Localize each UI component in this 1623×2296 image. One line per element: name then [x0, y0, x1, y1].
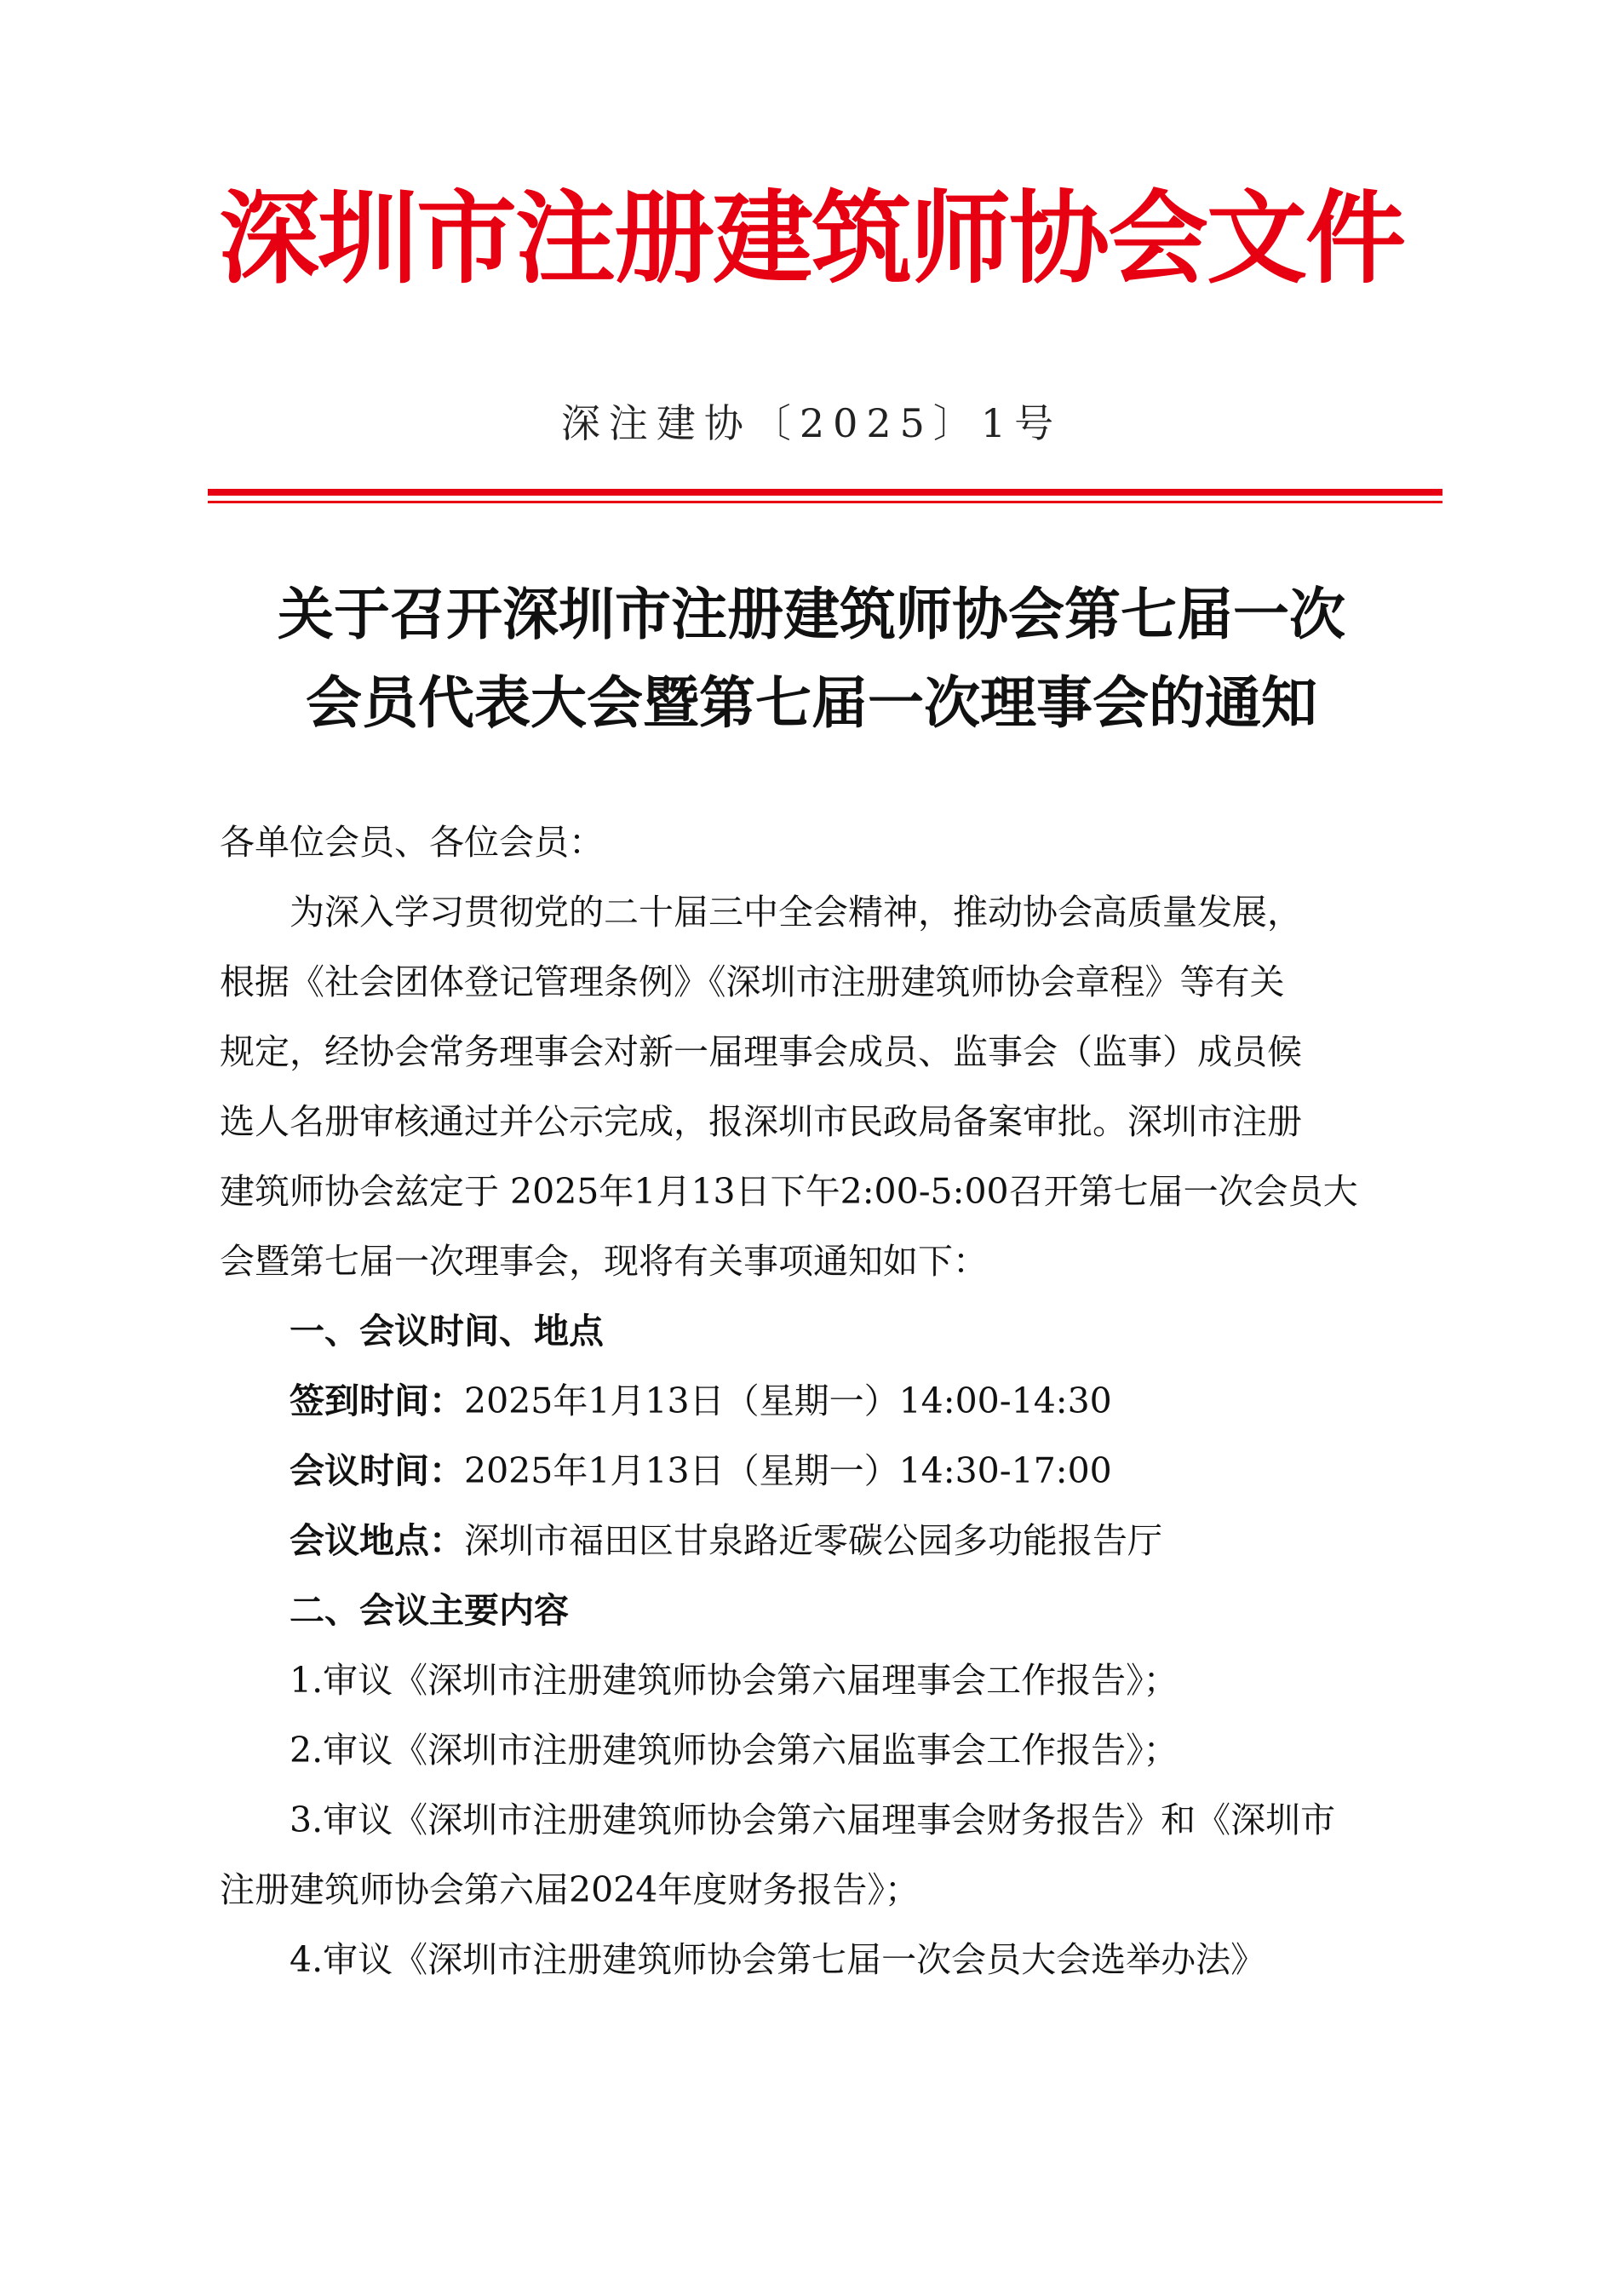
intro-line-1: 为深入学习贯彻党的二十届三中全会精神，推动协会高质量发展，: [290, 892, 1302, 933]
agenda-item-4: 4.审议《深圳市注册建筑师协会第七届一次会员大会选举办法》: [290, 1939, 1266, 1980]
notice-title-line-1: 关于召开深圳市注册建筑师协会第七届一次: [278, 582, 1345, 647]
meeting-venue-label: 会议地点：: [290, 1520, 464, 1561]
agenda-item-3-line-2: 注册建筑师协会第六届2024年度财务报告》；: [220, 1869, 920, 1910]
salutation: 各单位会员、各位会员：: [220, 822, 604, 863]
section-1-heading: 一、会议时间、地点: [290, 1311, 604, 1352]
agenda-item-1: 1.审议《深圳市注册建筑师协会第六届理事会工作报告》；: [290, 1660, 1179, 1701]
intro-line-5: 建筑师协会兹定于 2025年1月13日下午2:00-5:00召开第七届一次会员大: [220, 1171, 1358, 1212]
notice-title-line-2: 会员代表大会暨第七届一次理事会的通知: [306, 670, 1317, 736]
meeting-time-label: 会议时间：: [290, 1450, 464, 1491]
notice-title: [170, 571, 1453, 748]
agenda-item-3-line-1: 3.审议《深圳市注册建筑师协会第六届理事会财务报告》和《深圳市: [290, 1799, 1336, 1840]
section-2-heading: 二、会议主要内容: [290, 1590, 569, 1631]
intro-line-4: 选人名册审核通过并公示完成，报深圳市民政局备案审批。深圳市注册: [220, 1101, 1302, 1142]
meeting-time-value: 2025年1月13日（星期一）14:30-17:00: [464, 1450, 1112, 1491]
red-divider-thick: [208, 489, 1442, 496]
document-number: 深注建协〔2025〕1号: [560, 400, 1063, 446]
intro-line-2: 根据《社会团体登记管理条例》《深圳市注册建筑师协会章程》等有关: [220, 961, 1285, 1002]
org-masthead-title: 深圳市注册建筑师协会文件: [218, 180, 1404, 297]
agenda-item-2: 2.审议《深圳市注册建筑师协会第六届监事会工作报告》；: [290, 1730, 1179, 1771]
intro-line-3: 规定，经协会常务理事会对新一届理事会成员、监事会（监事）成员候: [220, 1031, 1302, 1072]
red-divider-thin: [208, 501, 1442, 503]
meeting-venue-row: [220, 1506, 1429, 1576]
intro-line-6: 会暨第七届一次理事会，现将有关事项通知如下：: [220, 1241, 988, 1282]
checkin-time-value: 2025年1月13日（星期一）14:00-14:30: [464, 1380, 1112, 1421]
checkin-time-label: 签到时间：: [290, 1380, 464, 1421]
meeting-venue-value: 深圳市福田区甘泉路近零碳公园多功能报告厅: [464, 1520, 1162, 1561]
checkin-time-row: [220, 1366, 1429, 1436]
notice-body: [220, 807, 1429, 1995]
meeting-time-row: [220, 1436, 1429, 1506]
